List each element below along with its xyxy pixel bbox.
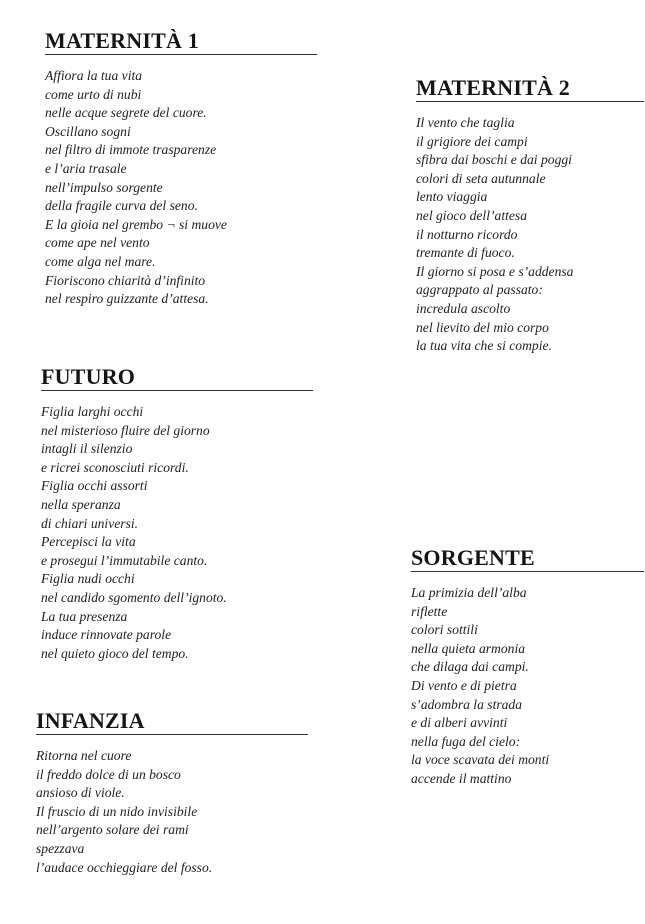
poem-line: nel quieto gioco del tempo. bbox=[41, 645, 189, 661]
poem-line: e di alberi avvinti bbox=[411, 715, 508, 731]
poem-maternita-1 bbox=[45, 28, 317, 309]
poem-line: come urto di nubi bbox=[45, 86, 142, 102]
poem-line: nel respiro guizzante d’attesa. bbox=[45, 291, 209, 307]
poem-line: e ricrei sconosciuti ricordi. bbox=[41, 459, 189, 475]
poem-line: nella quieta armonia bbox=[411, 640, 526, 656]
poem-line: incredula ascolto bbox=[416, 300, 511, 316]
poem-line: il grigiore dei campi bbox=[416, 133, 528, 149]
poem-line: Figlia larghi occhi bbox=[41, 404, 144, 419]
poem-title: MATERNITÀ 2 bbox=[416, 75, 644, 102]
poem-body bbox=[411, 584, 644, 789]
poem-line: nelle acque segrete del cuore. bbox=[45, 105, 207, 121]
poem-line: spezzava bbox=[36, 840, 85, 856]
poem-maternita-2 bbox=[416, 75, 644, 356]
poem-line: nel filtro di immote trasparenze bbox=[45, 142, 217, 158]
poem-futuro bbox=[41, 364, 313, 663]
poem-line: Il vento che taglia bbox=[416, 115, 515, 130]
poem-line: il freddo dolce di un bosco bbox=[36, 766, 181, 782]
poem-line: l’audace occhieggiare del fosso. bbox=[36, 859, 213, 875]
poem-line: e prosegui l’immutabile canto. bbox=[41, 552, 208, 568]
poem-body bbox=[36, 747, 308, 877]
poem-line: e l’aria trasale bbox=[45, 160, 127, 176]
poem-line: della fragile curva del seno. bbox=[45, 198, 198, 214]
poem-line: Figlia nudi occhi bbox=[41, 571, 135, 587]
poem-line: Figlia occhi assorti bbox=[41, 478, 148, 494]
poem-line: nell’argento solare dei rami bbox=[36, 822, 189, 838]
poem-line: Il fruscio di un nido invisibile bbox=[36, 803, 198, 819]
poem-body bbox=[41, 403, 313, 663]
poem-line: La primizia dell’alba bbox=[411, 585, 527, 600]
poem-line: aggrappato al passato: bbox=[416, 282, 543, 298]
poem-line: riflette bbox=[411, 603, 448, 619]
poem-line: nell’impulso sorgente bbox=[45, 179, 163, 195]
poem-line: nel candido sgomento dell’ignoto. bbox=[41, 589, 227, 605]
poem-line: Oscillano sogni bbox=[45, 123, 131, 139]
poem-line: tremante di fuoco. bbox=[416, 245, 515, 261]
poem-line: Percepisci la vita bbox=[41, 534, 136, 550]
poem-line: accende il mattino bbox=[411, 770, 512, 786]
poem-line: Affiora la tua vita bbox=[45, 68, 143, 83]
poem-line: nel gioco dell’attesa bbox=[416, 207, 527, 223]
poem-line: come ape nel vento bbox=[45, 235, 150, 251]
poem-line: colori di seta autunnale bbox=[416, 170, 546, 186]
poem-line: lento viaggia bbox=[416, 189, 488, 205]
poem-line: Il giorno si posa e s’addensa bbox=[416, 263, 574, 279]
poem-line: E la gioia nel grembo ¬ si muove bbox=[45, 216, 227, 232]
poem-body bbox=[45, 67, 317, 309]
poem-line: la tua vita che si compie. bbox=[416, 338, 552, 354]
poem-title: INFANZIA bbox=[36, 708, 308, 735]
poem-line: induce rinnovate parole bbox=[41, 627, 172, 643]
poem-line: Fioriscono chiarità d’infinito bbox=[45, 272, 206, 288]
poem-line: di chiari universi. bbox=[41, 515, 139, 531]
poem-infanzia bbox=[36, 708, 308, 877]
poem-sorgente bbox=[411, 545, 644, 789]
poem-line: nel misterioso fluire del giorno bbox=[41, 422, 210, 438]
poem-line: intagli il silenzio bbox=[41, 441, 133, 457]
poem-title: SORGENTE bbox=[411, 545, 644, 572]
poem-line: che dilaga dai campi. bbox=[411, 659, 529, 675]
poem-title: MATERNITÀ 1 bbox=[45, 28, 317, 55]
poem-line: s’adombra la strada bbox=[411, 696, 523, 712]
poem-line: la voce scavata dei monti bbox=[411, 752, 550, 768]
poem-line: sfibra dai boschi e dai poggi bbox=[416, 152, 572, 168]
poem-line: nella speranza bbox=[41, 496, 121, 512]
poem-line: ansioso di viole. bbox=[36, 785, 125, 801]
poem-title: FUTURO bbox=[41, 364, 313, 391]
poem-line: Di vento e di pietra bbox=[411, 677, 517, 693]
poem-line: colori sottili bbox=[411, 622, 478, 638]
poem-line: come alga nel mare. bbox=[45, 253, 156, 269]
poem-line: Ritorna nel cuore bbox=[36, 748, 132, 763]
poem-body bbox=[416, 114, 644, 356]
poem-line: nella fuga del cielo: bbox=[411, 733, 521, 749]
poem-line: La tua presenza bbox=[41, 608, 128, 624]
poem-line: il notturno ricordo bbox=[416, 226, 518, 242]
poem-line: nel lievito del mio corpo bbox=[416, 319, 549, 335]
